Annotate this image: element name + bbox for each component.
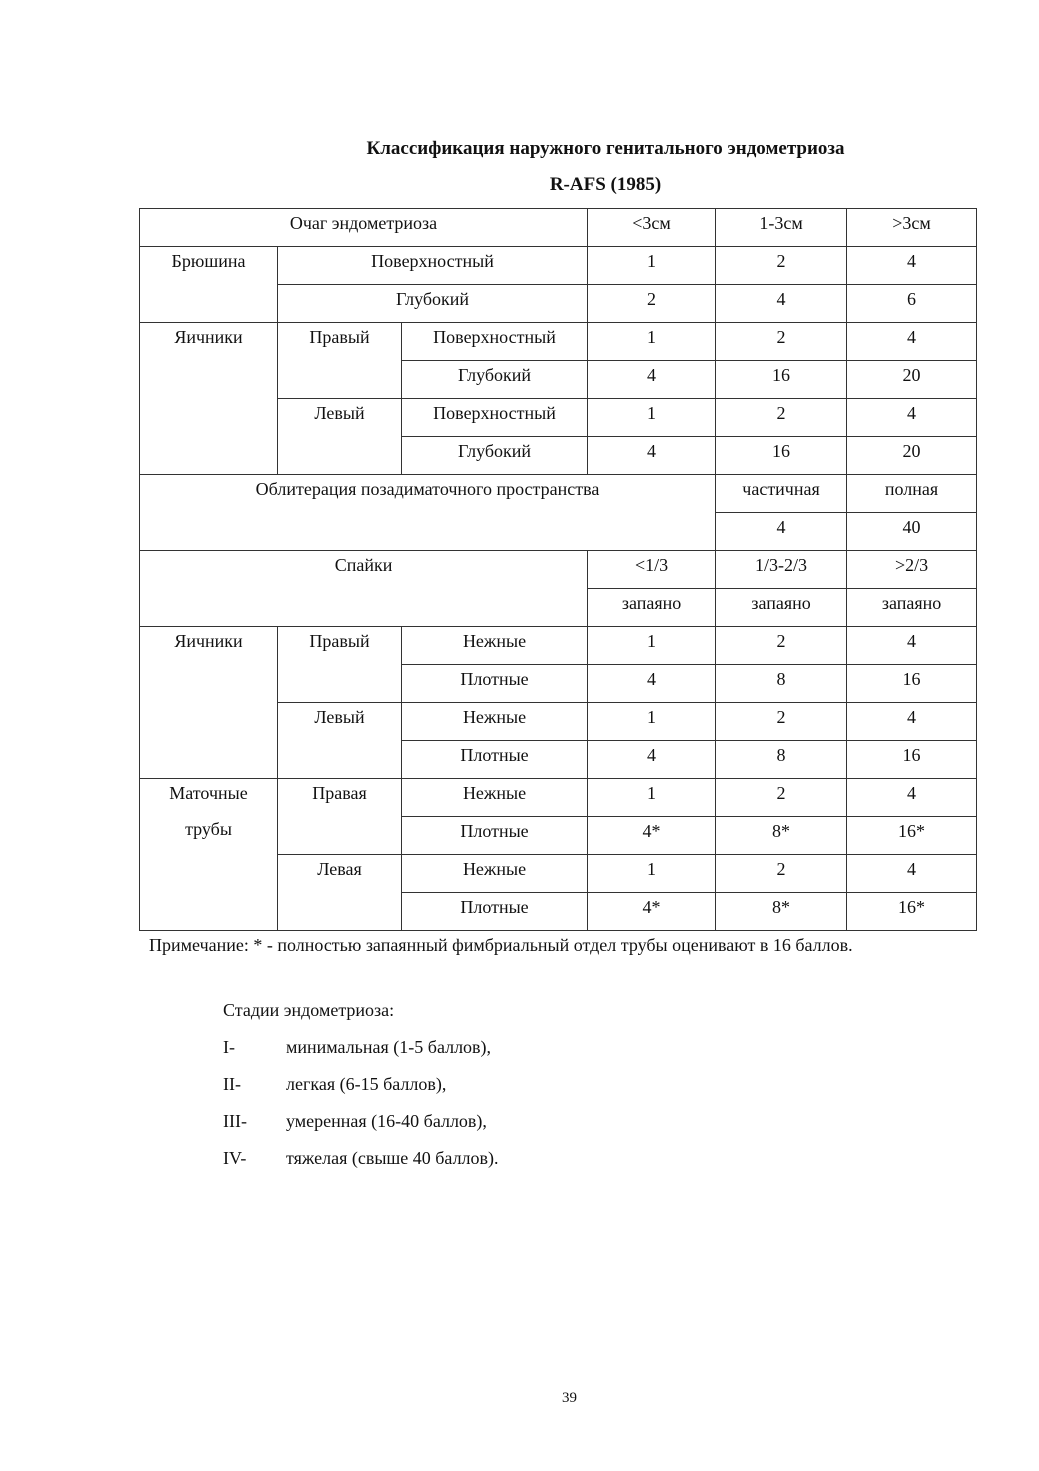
- cell-type: Нежные: [402, 779, 588, 817]
- ovaries-label: Яичники: [140, 323, 278, 475]
- cell-value: 40: [847, 513, 977, 551]
- table-row: [140, 323, 977, 361]
- adhesions-label: Спайки: [140, 551, 588, 627]
- table-row: [140, 475, 977, 513]
- cell-type: Нежные: [402, 627, 588, 665]
- cell-value: 4: [847, 627, 977, 665]
- cell-value: 2: [716, 323, 847, 361]
- side-label: Левая: [278, 855, 402, 931]
- cell-value: 8*: [716, 817, 847, 855]
- stage-text: умеренная (16-40 баллов),: [286, 1111, 487, 1131]
- cell-type: Нежные: [402, 855, 588, 893]
- cell-value: 8*: [716, 893, 847, 931]
- cell-value: 1: [588, 627, 716, 665]
- cell-value: 4: [588, 665, 716, 703]
- adhesion-sealed: запаяно: [847, 589, 977, 627]
- obliteration-partial: частичная: [716, 475, 847, 513]
- cell-value: 20: [847, 361, 977, 399]
- header-size-small: <3см: [588, 209, 716, 247]
- cell-value: 6: [847, 285, 977, 323]
- cell-value: 2: [716, 247, 847, 285]
- stages-list: [223, 997, 499, 1182]
- document-subtitle: R-AFS (1985): [549, 174, 662, 195]
- side-label: Левый: [278, 703, 402, 779]
- cell-value: 1: [588, 703, 716, 741]
- cell-type: Глубокий: [402, 437, 588, 475]
- cell-type: Плотные: [402, 817, 588, 855]
- adhesion-sealed: запаяно: [716, 589, 847, 627]
- cell-value: 2: [716, 703, 847, 741]
- adhesion-range: >2/3: [847, 551, 977, 589]
- cell-value: 4*: [588, 817, 716, 855]
- cell-type: Плотные: [402, 893, 588, 931]
- cell-value: 1: [588, 323, 716, 361]
- stage-number: III-: [223, 1111, 247, 1131]
- cell-type: Плотные: [402, 741, 588, 779]
- cell-value: 4: [588, 361, 716, 399]
- stage-number: IV-: [223, 1148, 247, 1168]
- cell-value: 1: [588, 779, 716, 817]
- list-item: [223, 1145, 499, 1182]
- side-label: Правый: [278, 627, 402, 703]
- cell-type: Плотные: [402, 665, 588, 703]
- cell-value: 4: [716, 513, 847, 551]
- adhesion-range: 1/3-2/3: [716, 551, 847, 589]
- side-label: Правая: [278, 779, 402, 855]
- cell-value: 16*: [847, 893, 977, 931]
- cell-value: 16: [847, 741, 977, 779]
- cell-type: Поверхностный: [402, 323, 588, 361]
- cell-value: 4: [716, 285, 847, 323]
- cell-value: 20: [847, 437, 977, 475]
- stage-number: II-: [223, 1074, 241, 1094]
- stages-heading: Стадии эндометриоза:: [223, 1000, 395, 1020]
- table-row: [140, 551, 977, 589]
- table-header-row: [140, 209, 977, 247]
- obliteration-full: полная: [847, 475, 977, 513]
- obliteration-label: Облитерация позадиматочного пространства: [140, 475, 716, 551]
- cell-type: Глубокий: [402, 361, 588, 399]
- list-item: [223, 1108, 487, 1145]
- table-row: [140, 627, 977, 665]
- cell-value: 4: [847, 247, 977, 285]
- side-label: Правый: [278, 323, 402, 399]
- cell-type: Нежные: [402, 703, 588, 741]
- cell-value: 2: [716, 399, 847, 437]
- cell-value: 8: [716, 741, 847, 779]
- cell-type: Поверхностный: [402, 399, 588, 437]
- cell-value: 2: [716, 855, 847, 893]
- cell-value: 4: [588, 437, 716, 475]
- footnote: Примечание: * - полностью запаянный фимбриальный отдел трубы оценивают в 16 баллов.: [149, 935, 853, 955]
- cell-value: 4*: [588, 893, 716, 931]
- header-focus: Очаг эндометриоза: [140, 209, 588, 247]
- cell-value: 4: [847, 703, 977, 741]
- side-label: Левый: [278, 399, 402, 475]
- cell-value: 4: [847, 855, 977, 893]
- cell-value: 16: [847, 665, 977, 703]
- cell-value: 1: [588, 855, 716, 893]
- cell-value: 4: [588, 741, 716, 779]
- table-row: [140, 247, 977, 285]
- stage-text: минимальная (1-5 баллов),: [286, 1037, 492, 1057]
- stage-text: тяжелая (свыше 40 баллов).: [286, 1148, 499, 1168]
- peritoneum-label: Брюшина: [140, 247, 278, 323]
- cell-value: 4: [847, 323, 977, 361]
- header-size-large: >3см: [847, 209, 977, 247]
- classification-table: [139, 208, 977, 931]
- cell-value: 2: [588, 285, 716, 323]
- cell-value: 1: [588, 399, 716, 437]
- header-size-medium: 1-3см: [716, 209, 847, 247]
- cell-type: Глубокий: [278, 285, 588, 323]
- list-item: [223, 1071, 447, 1108]
- table-row: [140, 779, 977, 817]
- cell-type: Поверхностный: [278, 247, 588, 285]
- cell-value: 8: [716, 665, 847, 703]
- stage-text: легкая (6-15 баллов),: [286, 1074, 447, 1094]
- document-title: Классификация наружного генитального эндометриоза: [366, 138, 845, 159]
- tubes-label-line1: Маточные: [169, 783, 248, 803]
- cell-value: 16: [716, 361, 847, 399]
- adh-ovaries-label: Яичники: [140, 627, 278, 779]
- cell-value: 2: [716, 627, 847, 665]
- cell-value: 1: [588, 247, 716, 285]
- list-item: [223, 1034, 492, 1071]
- tubes-label-line2: трубы: [185, 819, 232, 839]
- stage-number: I-: [223, 1037, 235, 1057]
- adhesion-range: <1/3: [588, 551, 716, 589]
- adhesion-sealed: запаяно: [588, 589, 716, 627]
- page-number: 39: [562, 1390, 577, 1406]
- cell-value: 16*: [847, 817, 977, 855]
- cell-value: 4: [847, 399, 977, 437]
- cell-value: 4: [847, 779, 977, 817]
- tubes-label: [140, 779, 278, 931]
- cell-value: 2: [716, 779, 847, 817]
- cell-value: 16: [716, 437, 847, 475]
